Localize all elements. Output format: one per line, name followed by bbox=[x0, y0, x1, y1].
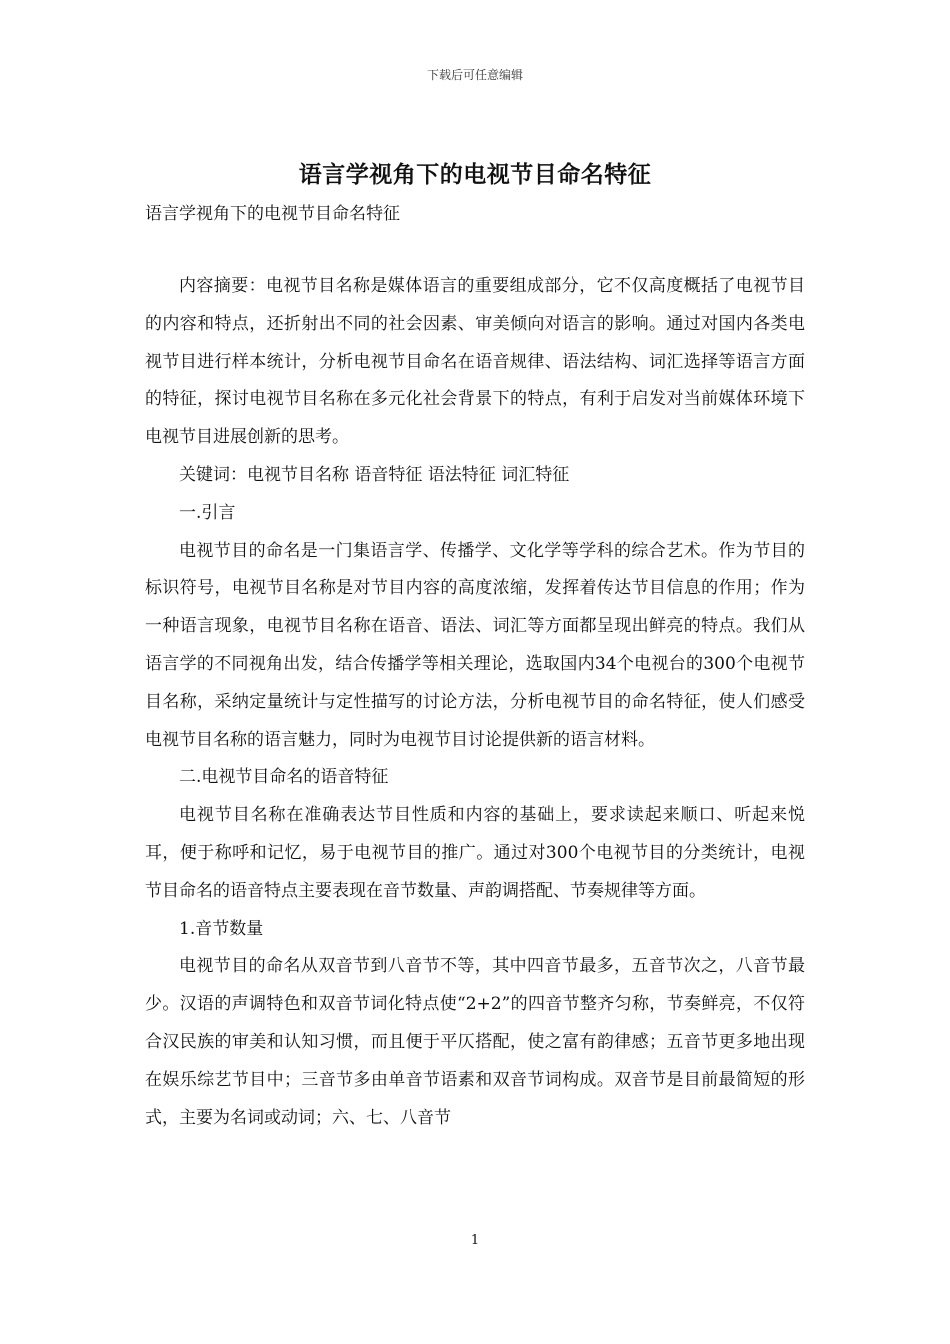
subsection-heading-syllables: 1.音节数量 bbox=[179, 918, 264, 939]
phonetic-paragraph: 电视节目名称在准确表达节目性质和内容的基础上，要求读起来顺口、听起来悦耳，便于称呼和记忆，易于电视节目的推广。通过对300个电视节目的分类统计，电视节目命名的语音特点主要表现在音节数量、声韵调搭配、节奏规律等方面。 bbox=[145, 805, 805, 901]
header-note: 下载后可任意编辑 bbox=[426, 68, 523, 82]
document-subtitle: 语言学视角下的电视节目命名特征 bbox=[145, 204, 400, 224]
syllables-paragraph: 电视节目的命名从双音节到八音节不等，其中四音节最多，五音节次之，八音节最少。汉语的声调特色和双音节词化特点使“2+2”的四音节整齐匀称，节奏鲜亮，不仅符合汉民族的审美和认知习惯，而且便于平仄搭配，使之富有韵律感；五音节更多地出现在娱乐综艺节目中；三音节多由单音节语素和双音节词构成。双音节是目前最简短的形式，主要为名词或动词；六、七、八音节 bbox=[145, 956, 805, 1128]
section-heading-phonetic: 二.电视节目命名的语音特征 bbox=[179, 767, 389, 788]
introduction-paragraph: 电视节目的命名是一门集语言学、传播学、文化学等学科的综合艺术。作为节目的标识符号，电视节目名称是对节目内容的高度浓缩，发挥着传达节目信息的作用；作为一种语言现象，电视节目名称在语音、语法、词汇等方面都呈现出鲜亮的特点。我们从语言学的不同视角出发，结合传播学等相关理论，选取国内34个电视台的300个电视节目名称，采纳定量统计与定性描写的讨论方法，分析电视节目的命名特征，使人们感受电视节目名称的语言魅力，同时为电视节目讨论提供新的语言材料。 bbox=[145, 540, 805, 750]
keywords-paragraph: 关键词：电视节目名称 语音特征 语法特征 词汇特征 bbox=[179, 464, 570, 485]
abstract-paragraph: 内容摘要：电视节目名称是媒体语言的重要组成部分，它不仅高度概括了电视节目的内容和特点，还折射出不同的社会因素、审美倾向对语言的影响。通过对国内各类电视节目进行样本统计，分析电视节目命名在语音规律、语法结构、词汇选择等语言方面的特征，探讨电视节目名称在多元化社会背景下的特点，有利于启发对当前媒体环境下电视节目进展创新的思考。 bbox=[145, 276, 805, 448]
document-body bbox=[145, 268, 805, 1137]
section-heading-introduction: 一.引言 bbox=[179, 502, 236, 523]
page-number: 1 bbox=[470, 1233, 480, 1248]
document-title: 语言学视角下的电视节目命名特征 bbox=[298, 161, 652, 188]
